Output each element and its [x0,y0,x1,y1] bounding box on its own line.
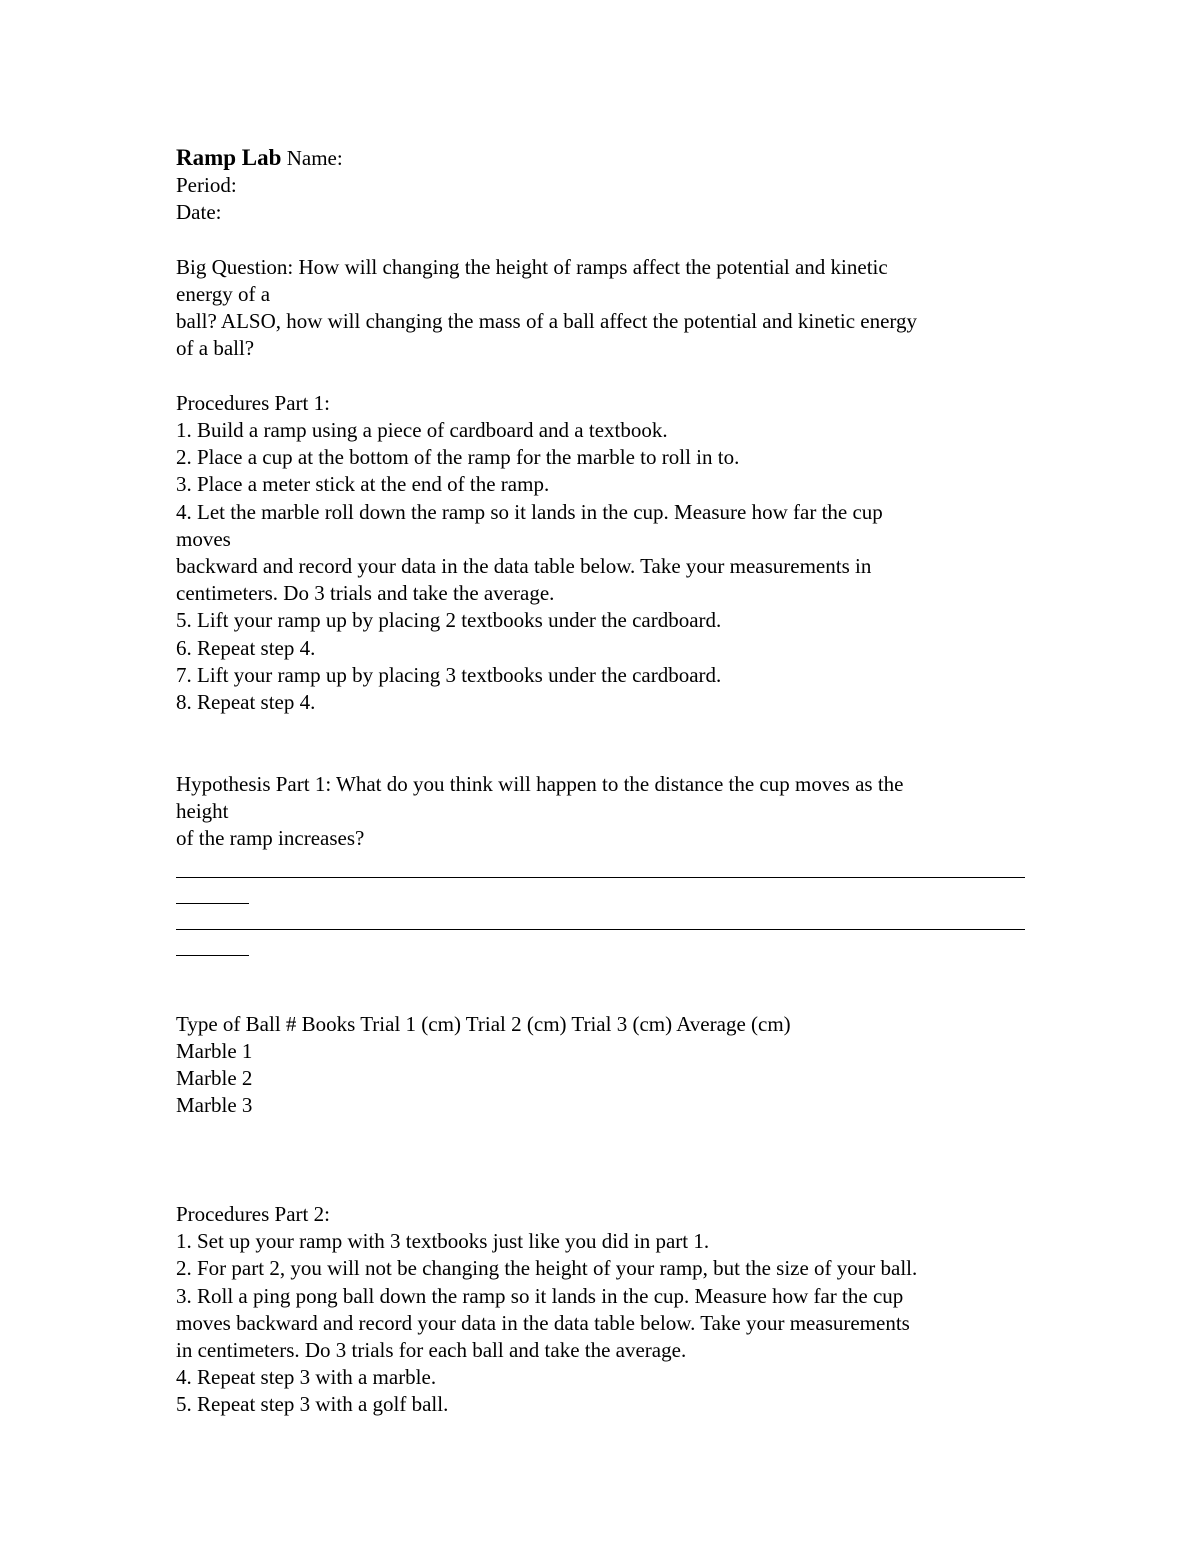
procedures-part1-heading: Procedures Part 1: [176,390,330,415]
procedure-step: 4. Let the marble roll down the ramp so it lands in the cup. Measure how far the cup [176,499,883,524]
data-table-row: Marble 1 [176,1038,253,1063]
hypothesis-line: of the ramp increases? [176,826,365,851]
procedure-step: backward and record your data in the data table below. Take your measurements in [176,554,872,579]
answer-line-continuation[interactable] [176,930,249,956]
data-table-row: Marble 2 [176,1066,253,1091]
procedure-step: 1. Build a ramp using a piece of cardboard and a textbook. [176,418,668,442]
big-question-line: ball? ALSO, how will changing the mass of a ball affect the potential and kinetic energy [176,309,918,334]
procedure-step: 4. Repeat step 3 with a marble. [176,1365,437,1390]
procedure-step: 6. Repeat step 4. [176,635,316,660]
name-label: Name: [281,146,343,170]
spacer [176,363,1026,390]
procedure-step: 5. Lift your ramp up by placing 2 textbooks under the cardboard. [176,608,722,633]
hypothesis-line: Hypothesis Part 1: What do you think will happen to the distance the cup moves as the [176,771,904,796]
procedure-step: 5. Repeat step 3 with a golf ball. [176,1392,449,1417]
period-label: Period: [176,173,237,198]
procedure-step: centimeters. Do 3 trials and take the average. [176,581,555,606]
spacer [176,227,1026,254]
procedure-step: 2. For part 2, you will not be changing the height of your ramp, but the size of your ball. [176,1256,918,1281]
spacer [176,956,1026,1010]
big-question-line: Big Question: How will changing the height of ramps affect the potential and kinetic [176,254,888,279]
answer-line[interactable] [176,852,1025,878]
big-question-line: of a ball? [176,336,255,361]
answer-line-continuation[interactable] [176,878,249,904]
procedure-step: 7. Lift your ramp up by placing 3 textbooks under the cardboard. [176,662,722,687]
date-label: Date: [176,200,222,225]
procedure-step: 8. Repeat step 4. [176,690,316,715]
procedure-step: in centimeters. Do 3 trials for each ball and take the average. [176,1338,687,1363]
spacer [176,1119,1026,1201]
procedure-step: 2. Place a cup at the bottom of the ramp for the marble to roll in to. [176,445,740,470]
procedure-step: 3. Roll a ping pong ball down the ramp so it lands in the cup. Measure how far the cup [176,1283,904,1308]
procedure-step: moves [176,526,231,551]
data-table-row: Marble 3 [176,1093,253,1118]
procedure-step: moves backward and record your data in the data table below. Take your measurements [176,1310,910,1335]
big-question-line: energy of a [176,282,271,306]
title-line [176,144,1026,172]
procedures-part2-heading: Procedures Part 2: [176,1202,330,1227]
hypothesis-line: height [176,798,229,823]
spacer [176,716,1026,770]
document-title: Ramp Lab [176,145,282,170]
procedure-step: 1. Set up your ramp with 3 textbooks just like you did in part 1. [176,1229,710,1254]
procedure-step: 3. Place a meter stick at the end of the ramp. [176,472,550,497]
answer-line[interactable] [176,904,1025,930]
document-page [176,144,1026,1419]
data-table-header: Type of Ball # Books Trial 1 (cm) Trial 2 (cm) Trial 3 (cm) Average (cm) [176,1011,791,1036]
